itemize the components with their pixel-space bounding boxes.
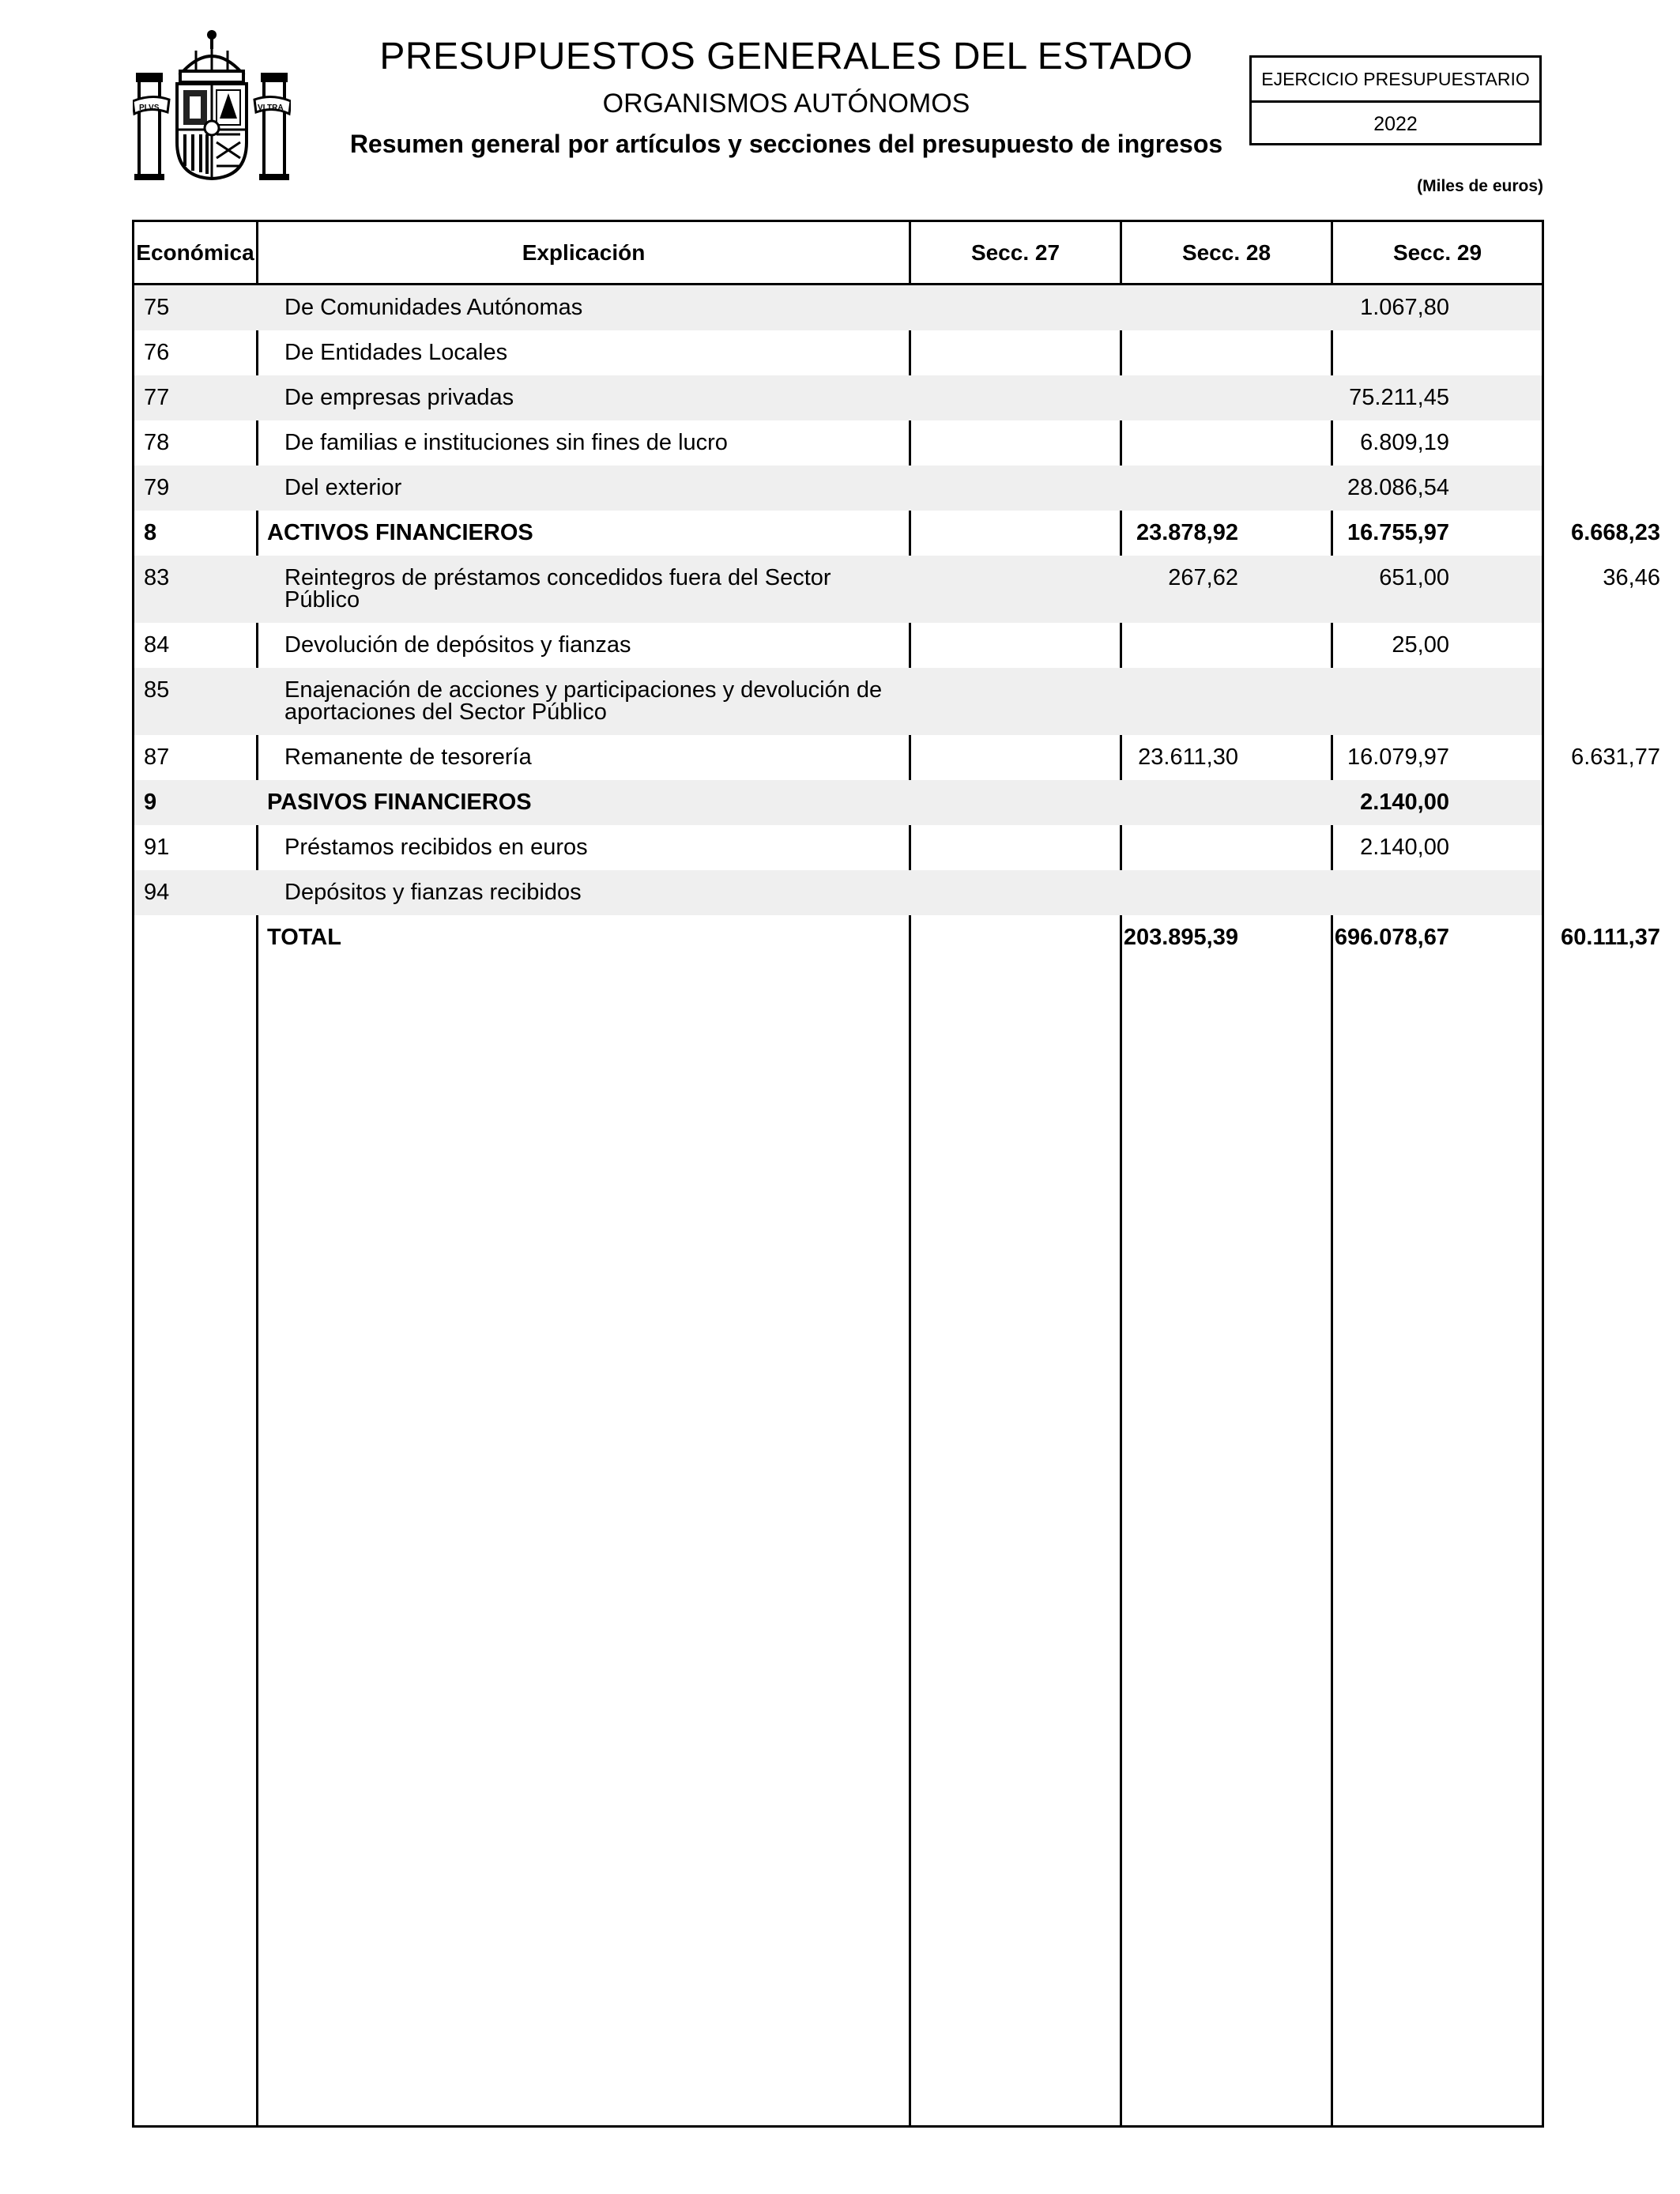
table-row xyxy=(134,330,1542,375)
row-description: Reintegros de préstamos concedidos fuera del Sector xyxy=(284,565,831,590)
row-code: 9 xyxy=(144,790,157,815)
row-secc-27-value: 267,62 xyxy=(1168,565,1238,590)
column-header-explicacion: Explicación xyxy=(522,240,646,265)
page-description: Resumen general por artículos y secciones del presupuesto de ingresos xyxy=(349,130,1223,158)
row-description-continued: aportaciones del Sector Público xyxy=(284,699,607,725)
table-row xyxy=(134,466,1542,511)
row-secc-29-value xyxy=(1333,330,1660,341)
column-header-secc-28: Secc. 28 xyxy=(1181,240,1271,265)
table-row xyxy=(134,825,1542,870)
column-header-secc-27: Secc. 27 xyxy=(970,240,1060,265)
row-secc-28-value: 2.140,00 xyxy=(1360,790,1449,815)
table-row xyxy=(134,511,1660,556)
column-header-economica: Económica xyxy=(136,240,254,265)
table-row xyxy=(134,375,1542,420)
row-secc-28-value: 25,00 xyxy=(1392,632,1449,658)
row-secc-29-value xyxy=(1333,668,1660,678)
row-code xyxy=(144,915,254,925)
row-description: De familias e instituciones sin fines de lucro xyxy=(284,430,728,455)
row-code: 77 xyxy=(144,385,170,410)
row-description: PASIVOS FINANCIEROS xyxy=(267,790,532,815)
row-secc-28-value: 75.211,45 xyxy=(1349,385,1449,410)
row-secc-28-value: 651,00 xyxy=(1379,565,1449,590)
table-row xyxy=(134,668,1542,735)
row-description: ACTIVOS FINANCIEROS xyxy=(267,520,533,545)
row-secc-28-value: 6.809,19 xyxy=(1360,430,1449,455)
table-row xyxy=(134,623,1542,668)
svg-text:PLVS: PLVS xyxy=(139,104,160,112)
row-secc-28-value: 1.067,80 xyxy=(1360,295,1449,320)
row-secc-29-value xyxy=(1333,466,1660,476)
units-note: (Miles de euros) xyxy=(1417,177,1543,195)
row-secc-28-value: 16.079,97 xyxy=(1347,745,1449,770)
row-code: 84 xyxy=(144,632,170,658)
coat-of-arms-emblem xyxy=(133,24,291,182)
row-code: 76 xyxy=(144,340,170,365)
row-description: Depósitos y fianzas recibidos xyxy=(284,880,582,905)
row-secc-29-value: 60.111,37 xyxy=(1561,925,1660,950)
row-description: Préstamos recibidos en euros xyxy=(284,835,588,860)
table-row xyxy=(134,870,1542,915)
column-header-secc-29: Secc. 29 xyxy=(1392,240,1482,265)
table-row xyxy=(134,915,1660,960)
row-secc-27-value: 23.611,30 xyxy=(1138,745,1238,770)
page-subtitle: ORGANISMOS AUTÓNOMOS xyxy=(602,89,970,119)
row-secc-28-value: 2.140,00 xyxy=(1360,835,1449,860)
fiscal-year-value: 2022 xyxy=(1373,113,1418,135)
row-code: 85 xyxy=(144,677,170,703)
row-description: De empresas privadas xyxy=(284,385,514,410)
row-description-continued: Público xyxy=(284,587,360,613)
row-secc-29-value xyxy=(1333,780,1660,790)
row-description: Del exterior xyxy=(284,475,402,500)
row-secc-29-value: 36,46 xyxy=(1603,565,1660,590)
row-secc-29-value xyxy=(1333,825,1660,835)
row-secc-29-value xyxy=(1333,420,1660,431)
row-secc-27-value: 23.878,92 xyxy=(1136,520,1238,545)
table-row xyxy=(134,780,1542,825)
row-code: 91 xyxy=(144,835,170,860)
row-description: Enajenación de acciones y participaciones y devolución de xyxy=(284,677,883,703)
row-code: 83 xyxy=(144,565,170,590)
row-secc-29-value: 6.631,77 xyxy=(1571,745,1660,770)
table-row xyxy=(134,285,1542,330)
row-code: 8 xyxy=(144,520,157,545)
row-code: 78 xyxy=(144,430,170,455)
svg-text:VLTRA: VLTRA xyxy=(258,104,284,112)
row-secc-28-value: 16.755,97 xyxy=(1347,520,1449,545)
row-code: 79 xyxy=(144,475,170,500)
row-secc-27-value: 203.895,39 xyxy=(1123,925,1238,950)
table-row xyxy=(134,420,1542,466)
row-secc-28-value: 28.086,54 xyxy=(1347,475,1449,500)
row-secc-29-value xyxy=(1333,870,1660,880)
page-title: PRESUPUESTOS GENERALES DEL ESTADO xyxy=(379,36,1193,77)
row-code: 87 xyxy=(144,745,170,770)
row-description: De Comunidades Autónomas xyxy=(284,295,583,320)
row-secc-29-value xyxy=(1333,623,1660,633)
row-description: Remanente de tesorería xyxy=(284,745,532,770)
fiscal-year-box xyxy=(1249,55,1542,145)
row-description: De Entidades Locales xyxy=(284,340,508,365)
fiscal-year-label: EJERCICIO PRESUPUESTARIO xyxy=(1252,58,1539,103)
row-secc-29-value xyxy=(1333,375,1660,386)
row-code: 75 xyxy=(144,295,170,320)
row-code: 94 xyxy=(144,880,170,905)
row-secc-29-value: 6.668,23 xyxy=(1571,520,1660,545)
table-row xyxy=(134,556,1660,623)
row-description: Devolución de depósitos y fianzas xyxy=(284,632,631,658)
row-description: TOTAL xyxy=(267,925,341,950)
row-secc-28-value: 696.078,67 xyxy=(1334,925,1449,950)
row-secc-29-value xyxy=(1333,285,1660,296)
table-row xyxy=(134,735,1660,780)
